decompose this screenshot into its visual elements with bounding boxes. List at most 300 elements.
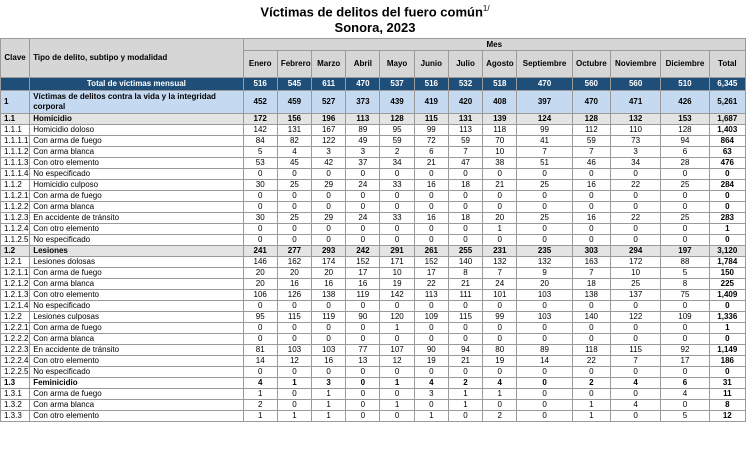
cell-value: 19 xyxy=(483,356,517,367)
cell-value: 0 xyxy=(277,367,311,378)
cell-total: 1,409 xyxy=(709,290,745,301)
cell-value: 73 xyxy=(610,136,660,147)
cell-value: 0 xyxy=(414,334,448,345)
cell-clave: 1.1.1.4 xyxy=(1,169,30,180)
cell-value: 0 xyxy=(610,202,660,213)
cell-value: 0 xyxy=(483,202,517,213)
cell-value: 0 xyxy=(243,235,277,246)
cell-clave: 1.2.1 xyxy=(1,257,30,268)
cell-value: 1 xyxy=(380,400,414,411)
cell-total: 1,784 xyxy=(709,257,745,268)
cell-value: 59 xyxy=(448,136,482,147)
cell-total: 0 xyxy=(709,191,745,202)
cell-value: 0 xyxy=(661,224,709,235)
cell-value: 21 xyxy=(483,180,517,191)
cell-value: 120 xyxy=(380,312,414,323)
cell-value: 197 xyxy=(661,246,709,257)
cell-value: 7 xyxy=(448,147,482,158)
cell-value: 291 xyxy=(380,246,414,257)
cell-value: 0 xyxy=(610,367,660,378)
cell-value: 142 xyxy=(380,290,414,301)
cell-value: 7 xyxy=(483,268,517,279)
cell-value: 0 xyxy=(243,224,277,235)
cell-value: 72 xyxy=(414,136,448,147)
cell-value: 0 xyxy=(346,400,380,411)
cell-label: Con arma blanca xyxy=(30,279,243,290)
cell-value: 22 xyxy=(610,213,660,224)
cell-value: 3 xyxy=(312,147,346,158)
cell-value: 131 xyxy=(448,114,482,125)
cell-label: Con arma de fuego xyxy=(30,323,243,334)
cell-value: 14 xyxy=(243,356,277,367)
cell-value: 25 xyxy=(277,213,311,224)
cell-clave xyxy=(1,78,30,91)
cell-value: 0 xyxy=(610,323,660,334)
cell-value: 119 xyxy=(346,290,380,301)
cell-value: 25 xyxy=(277,180,311,191)
cell-value: 261 xyxy=(414,246,448,257)
cell-value: 22 xyxy=(610,180,660,191)
cell-value: 82 xyxy=(277,136,311,147)
cell-value: 34 xyxy=(610,158,660,169)
cell-total: 284 xyxy=(709,180,745,191)
cell-value: 29 xyxy=(312,213,346,224)
header-month: Abril xyxy=(346,51,380,78)
cell-value: 77 xyxy=(346,345,380,356)
cell-value: 0 xyxy=(346,367,380,378)
cell-value: 0 xyxy=(380,389,414,400)
table-row xyxy=(1,191,746,202)
cell-value: 25 xyxy=(661,180,709,191)
cell-value: 0 xyxy=(517,389,572,400)
cell-value: 1 xyxy=(572,411,610,422)
cell-value: 0 xyxy=(572,235,610,246)
cell-value: 516 xyxy=(243,78,277,91)
table-row xyxy=(1,400,746,411)
cell-clave: 1.1.1.1 xyxy=(1,136,30,147)
cell-label: Feminicidio xyxy=(30,378,243,389)
cell-label: Homicidio culposo xyxy=(30,180,243,191)
cell-value: 0 xyxy=(483,301,517,312)
cell-total: 186 xyxy=(709,356,745,367)
cell-value: 0 xyxy=(380,334,414,345)
cell-value: 0 xyxy=(483,323,517,334)
cell-value: 115 xyxy=(610,345,660,356)
cell-value: 0 xyxy=(572,169,610,180)
cell-label: No especificado xyxy=(30,367,243,378)
cell-value: 18 xyxy=(448,180,482,191)
cell-label: No especificado xyxy=(30,301,243,312)
header-month: Junio xyxy=(414,51,448,78)
cell-value: 0 xyxy=(243,169,277,180)
cell-total: 0 xyxy=(709,301,745,312)
cell-value: 28 xyxy=(661,158,709,169)
cell-value: 118 xyxy=(483,125,517,136)
cell-value: 611 xyxy=(312,78,346,91)
cell-total: 63 xyxy=(709,147,745,158)
cell-value: 34 xyxy=(380,158,414,169)
cell-value: 471 xyxy=(610,91,660,114)
cell-value: 49 xyxy=(346,136,380,147)
table-row xyxy=(1,301,746,312)
cell-label: Homicidio xyxy=(30,114,243,125)
cell-label: Con arma de fuego xyxy=(30,136,243,147)
cell-value: 20 xyxy=(312,268,346,279)
cell-value: 1 xyxy=(243,389,277,400)
cell-total: 225 xyxy=(709,279,745,290)
cell-label: Víctimas de delitos contra la vida y la integridad corporal xyxy=(30,91,243,114)
cell-value: 16 xyxy=(277,279,311,290)
cell-value: 88 xyxy=(661,257,709,268)
cell-value: 0 xyxy=(380,301,414,312)
cell-value: 0 xyxy=(448,367,482,378)
cell-value: 16 xyxy=(312,356,346,367)
cell-value: 19 xyxy=(380,279,414,290)
cell-value: 138 xyxy=(572,290,610,301)
cell-value: 152 xyxy=(414,257,448,268)
cell-total: 6,345 xyxy=(709,78,745,91)
cell-value: 118 xyxy=(572,345,610,356)
cell-value: 4 xyxy=(610,400,660,411)
cell-value: 0 xyxy=(517,301,572,312)
cell-value: 45 xyxy=(277,158,311,169)
cell-value: 0 xyxy=(312,323,346,334)
cell-value: 84 xyxy=(243,136,277,147)
cell-value: 0 xyxy=(312,334,346,345)
header-month: Agosto xyxy=(483,51,517,78)
cell-value: 0 xyxy=(483,367,517,378)
cell-value: 0 xyxy=(414,367,448,378)
cell-value: 0 xyxy=(414,191,448,202)
cell-value: 0 xyxy=(346,169,380,180)
cell-total: 1 xyxy=(709,224,745,235)
cell-label: En accidente de tránsito xyxy=(30,213,243,224)
cell-value: 0 xyxy=(661,235,709,246)
cell-value: 115 xyxy=(277,312,311,323)
cell-value: 47 xyxy=(448,158,482,169)
table-row xyxy=(1,312,746,323)
cell-value: 18 xyxy=(572,279,610,290)
cell-value: 1 xyxy=(448,400,482,411)
cell-value: 510 xyxy=(661,78,709,91)
cell-value: 53 xyxy=(243,158,277,169)
cell-label: En accidente de tránsito xyxy=(30,345,243,356)
cell-clave: 1.1.1.2 xyxy=(1,147,30,158)
cell-value: 241 xyxy=(243,246,277,257)
cell-value: 110 xyxy=(610,125,660,136)
cell-value: 5 xyxy=(243,147,277,158)
cell-value: 0 xyxy=(346,389,380,400)
cell-value: 0 xyxy=(380,191,414,202)
cell-value: 0 xyxy=(517,202,572,213)
cell-label: Con arma de fuego xyxy=(30,389,243,400)
cell-value: 0 xyxy=(277,334,311,345)
cell-value: 0 xyxy=(517,323,572,334)
cell-total: 476 xyxy=(709,158,745,169)
cell-value: 109 xyxy=(414,312,448,323)
cell-total: 0 xyxy=(709,169,745,180)
cell-total: 12 xyxy=(709,411,745,422)
cell-value: 452 xyxy=(243,91,277,114)
cell-value: 0 xyxy=(517,169,572,180)
cell-value: 10 xyxy=(610,268,660,279)
cell-value: 10 xyxy=(483,147,517,158)
cell-value: 1 xyxy=(414,411,448,422)
cell-value: 103 xyxy=(312,345,346,356)
cell-label: No especificado xyxy=(30,169,243,180)
cell-value: 0 xyxy=(312,235,346,246)
cell-clave: 1.2.1.2 xyxy=(1,279,30,290)
cell-value: 2 xyxy=(483,411,517,422)
cell-value: 0 xyxy=(661,367,709,378)
cell-value: 25 xyxy=(661,213,709,224)
header-month: Septiembre xyxy=(517,51,572,78)
cell-value: 0 xyxy=(312,202,346,213)
header-month: Mayo xyxy=(380,51,414,78)
cell-total: 1,336 xyxy=(709,312,745,323)
cell-value: 20 xyxy=(277,268,311,279)
cell-value: 4 xyxy=(661,389,709,400)
table-row xyxy=(1,367,746,378)
cell-value: 9 xyxy=(517,268,572,279)
header-month: Julio xyxy=(448,51,482,78)
cell-clave: 1.1.1.3 xyxy=(1,158,30,169)
cell-label: Homicidio doloso xyxy=(30,125,243,136)
header-month: Octubre xyxy=(572,51,610,78)
header-tipo: Tipo de delito, subtipo y modalidad xyxy=(30,39,243,78)
cell-value: 81 xyxy=(243,345,277,356)
cell-value: 0 xyxy=(380,411,414,422)
cell-value: 470 xyxy=(572,91,610,114)
cell-label: No especificado xyxy=(30,235,243,246)
cell-total: 31 xyxy=(709,378,745,389)
cell-value: 516 xyxy=(414,78,448,91)
cell-value: 132 xyxy=(483,257,517,268)
cell-value: 242 xyxy=(346,246,380,257)
cell-clave: 1.1 xyxy=(1,114,30,125)
cell-clave: 1.1.2.3 xyxy=(1,213,30,224)
cell-value: 0 xyxy=(610,411,660,422)
cell-value: 19 xyxy=(414,356,448,367)
cell-value: 0 xyxy=(610,301,660,312)
cell-value: 115 xyxy=(448,312,482,323)
cell-value: 20 xyxy=(243,268,277,279)
cell-value: 4 xyxy=(277,147,311,158)
table-row xyxy=(1,147,746,158)
cell-value: 140 xyxy=(572,312,610,323)
cell-value: 122 xyxy=(610,312,660,323)
cell-value: 1 xyxy=(448,389,482,400)
header-mes: Mes xyxy=(243,39,745,51)
header-clave: Clave xyxy=(1,39,30,78)
cell-value: 17 xyxy=(414,268,448,279)
cell-value: 115 xyxy=(414,114,448,125)
cell-value: 0 xyxy=(346,202,380,213)
cell-clave: 1.3 xyxy=(1,378,30,389)
cell-value: 0 xyxy=(312,169,346,180)
cell-value: 112 xyxy=(572,125,610,136)
cell-value: 2 xyxy=(243,400,277,411)
cell-value: 171 xyxy=(380,257,414,268)
cell-value: 37 xyxy=(346,158,380,169)
cell-total: 11 xyxy=(709,389,745,400)
cell-value: 0 xyxy=(661,202,709,213)
cell-total: 1 xyxy=(709,323,745,334)
cell-value: 163 xyxy=(572,257,610,268)
table-body xyxy=(1,78,746,422)
cell-value: 22 xyxy=(572,356,610,367)
cell-value: 0 xyxy=(483,334,517,345)
cell-value: 0 xyxy=(414,400,448,411)
cell-label: Con arma blanca xyxy=(30,202,243,213)
table-row xyxy=(1,235,746,246)
cell-value: 101 xyxy=(483,290,517,301)
cell-total: 283 xyxy=(709,213,745,224)
cell-value: 0 xyxy=(277,389,311,400)
cell-total: 0 xyxy=(709,235,745,246)
cell-label: Total de víctimas mensual xyxy=(30,78,243,91)
cell-value: 0 xyxy=(448,235,482,246)
cell-value: 560 xyxy=(610,78,660,91)
cell-value: 0 xyxy=(243,191,277,202)
cell-label: Lesiones xyxy=(30,246,243,257)
cell-value: 103 xyxy=(517,290,572,301)
table-row xyxy=(1,246,746,257)
cell-value: 0 xyxy=(483,169,517,180)
cell-value: 95 xyxy=(243,312,277,323)
table-row xyxy=(1,323,746,334)
cell-value: 0 xyxy=(414,224,448,235)
cell-value: 0 xyxy=(661,169,709,180)
cell-value: 0 xyxy=(414,235,448,246)
cell-value: 0 xyxy=(572,301,610,312)
table-row xyxy=(1,169,746,180)
cell-value: 277 xyxy=(277,246,311,257)
cell-label: Con otro elemento xyxy=(30,224,243,235)
cell-value: 231 xyxy=(483,246,517,257)
cell-value: 8 xyxy=(448,268,482,279)
cell-value: 0 xyxy=(277,323,311,334)
cell-value: 0 xyxy=(380,235,414,246)
cell-value: 0 xyxy=(414,202,448,213)
cell-value: 17 xyxy=(346,268,380,279)
cell-value: 7 xyxy=(517,147,572,158)
cell-value: 0 xyxy=(448,202,482,213)
cell-value: 0 xyxy=(572,191,610,202)
cell-label: Con arma blanca xyxy=(30,400,243,411)
table-row xyxy=(1,378,746,389)
cell-total: 0 xyxy=(709,367,745,378)
cell-value: 532 xyxy=(448,78,482,91)
cell-value: 0 xyxy=(346,334,380,345)
cell-value: 16 xyxy=(312,279,346,290)
cell-value: 0 xyxy=(312,191,346,202)
cell-value: 8 xyxy=(661,279,709,290)
cell-value: 128 xyxy=(572,114,610,125)
cell-value: 4 xyxy=(610,378,660,389)
cell-value: 0 xyxy=(243,367,277,378)
cell-value: 25 xyxy=(610,279,660,290)
cell-value: 94 xyxy=(661,136,709,147)
cell-value: 2 xyxy=(380,147,414,158)
cell-total: 1,687 xyxy=(709,114,745,125)
cell-value: 1 xyxy=(312,400,346,411)
cell-clave: 1.1.2.4 xyxy=(1,224,30,235)
cell-value: 196 xyxy=(312,114,346,125)
cell-value: 20 xyxy=(517,279,572,290)
cell-value: 0 xyxy=(414,301,448,312)
table-row xyxy=(1,356,746,367)
cell-value: 0 xyxy=(610,169,660,180)
cell-value: 1 xyxy=(312,411,346,422)
table-row xyxy=(1,158,746,169)
cell-clave: 1.1.1 xyxy=(1,125,30,136)
cell-value: 152 xyxy=(346,257,380,268)
cell-value: 7 xyxy=(572,268,610,279)
cell-value: 30 xyxy=(243,213,277,224)
cell-value: 0 xyxy=(448,323,482,334)
cell-clave: 1.2.1.4 xyxy=(1,301,30,312)
table-row xyxy=(1,224,746,235)
table-row xyxy=(1,334,746,345)
cell-value: 122 xyxy=(312,136,346,147)
cell-value: 470 xyxy=(346,78,380,91)
table-row xyxy=(1,290,746,301)
cell-clave: 1.2.2.4 xyxy=(1,356,30,367)
cell-label: Con arma de fuego xyxy=(30,191,243,202)
cell-clave: 1.1.2.5 xyxy=(1,235,30,246)
cell-value: 1 xyxy=(277,378,311,389)
cell-value: 128 xyxy=(661,125,709,136)
cell-value: 99 xyxy=(414,125,448,136)
header-month: Enero xyxy=(243,51,277,78)
cell-value: 3 xyxy=(346,147,380,158)
cell-value: 30 xyxy=(243,180,277,191)
cell-clave: 1.1.2 xyxy=(1,180,30,191)
cell-label: Con otro elemento xyxy=(30,290,243,301)
cell-total: 1,403 xyxy=(709,125,745,136)
table-row xyxy=(1,114,746,125)
cell-clave: 1.2.2.1 xyxy=(1,323,30,334)
cell-value: 174 xyxy=(312,257,346,268)
cell-label: Con arma blanca xyxy=(30,147,243,158)
header-month: Marzo xyxy=(312,51,346,78)
cell-value: 126 xyxy=(277,290,311,301)
cell-value: 140 xyxy=(448,257,482,268)
table-row xyxy=(1,389,746,400)
cell-value: 33 xyxy=(380,213,414,224)
cell-value: 470 xyxy=(517,78,572,91)
cell-value: 119 xyxy=(312,312,346,323)
cell-value: 0 xyxy=(346,191,380,202)
cell-value: 0 xyxy=(661,191,709,202)
table-row xyxy=(1,202,746,213)
cell-total: 5,261 xyxy=(709,91,745,114)
cell-value: 107 xyxy=(380,345,414,356)
cell-value: 6 xyxy=(661,378,709,389)
cell-value: 0 xyxy=(610,389,660,400)
cell-value: 16 xyxy=(572,213,610,224)
cell-value: 235 xyxy=(517,246,572,257)
cell-value: 109 xyxy=(661,312,709,323)
cell-value: 99 xyxy=(483,312,517,323)
cell-value: 90 xyxy=(414,345,448,356)
cell-value: 1 xyxy=(483,389,517,400)
cell-value: 0 xyxy=(277,400,311,411)
cell-clave: 1.2.2.3 xyxy=(1,345,30,356)
header-month: Febrero xyxy=(277,51,311,78)
header-row-mes xyxy=(1,39,746,51)
